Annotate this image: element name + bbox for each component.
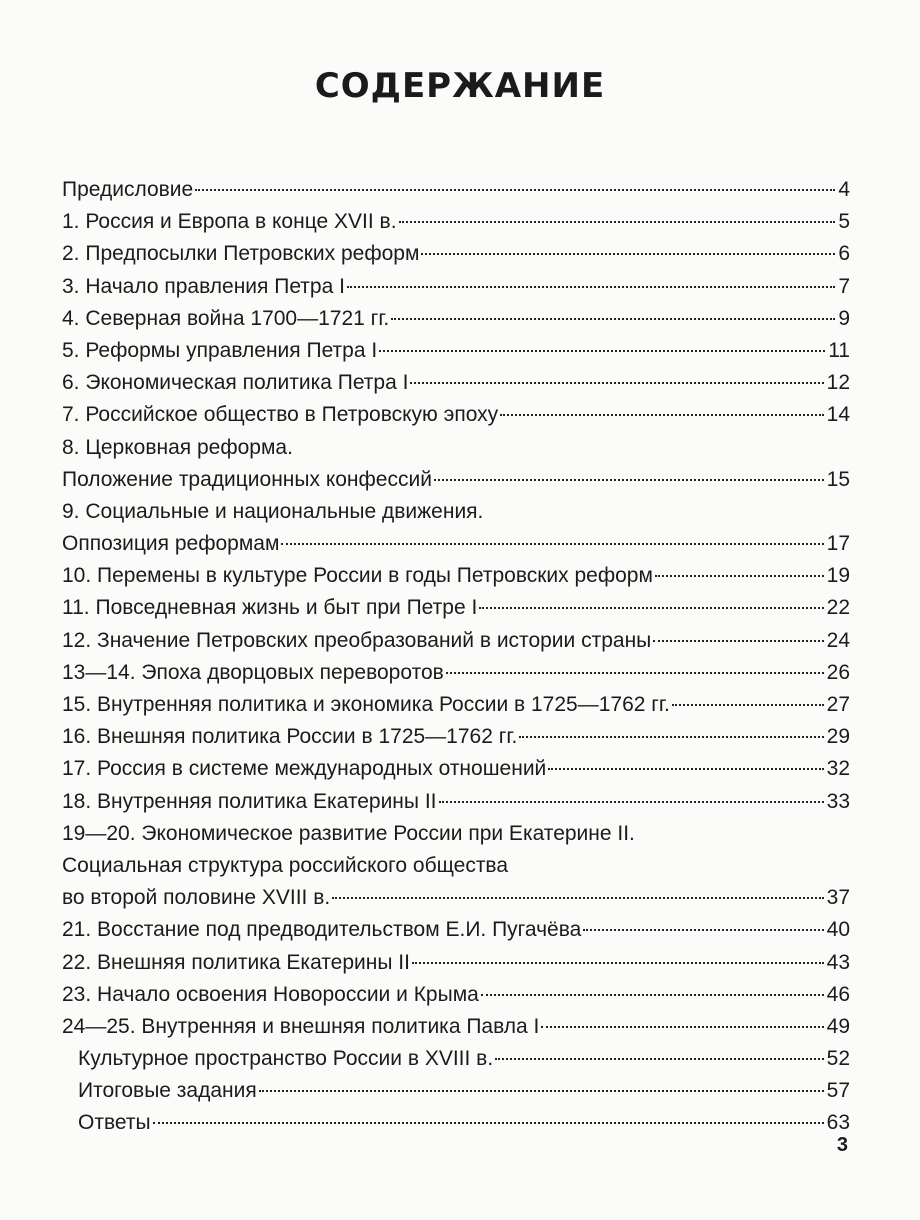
dot-leader bbox=[479, 607, 823, 609]
toc-entry-line bbox=[62, 689, 850, 721]
toc-entry-page-number: 14 bbox=[826, 403, 850, 427]
toc-entry-page-number: 29 bbox=[826, 725, 850, 749]
toc-entry-title: 15. Внутренняя политика и экономика России в 1725—1762 гг. bbox=[62, 693, 670, 716]
page-number: 3 bbox=[836, 1134, 848, 1156]
toc-entry-title: Социальная структура российского общества bbox=[62, 853, 509, 877]
toc-entry-title: 16. Внешняя политика России в 1725—1762 гг. bbox=[62, 725, 518, 749]
toc-entry-page-number: 52 bbox=[826, 1047, 850, 1071]
toc-entry-title: Оппозиция реформам bbox=[62, 532, 280, 556]
dot-leader bbox=[541, 1026, 823, 1028]
dot-leader bbox=[410, 382, 823, 384]
toc-entry-title: 4. Северная война 1700—1721 гг. bbox=[62, 306, 390, 330]
toc-entry-line bbox=[62, 174, 850, 206]
toc-entry-line bbox=[62, 979, 850, 1011]
toc-entry-line bbox=[62, 464, 850, 496]
toc-entry-line bbox=[62, 303, 850, 335]
dot-leader bbox=[434, 479, 824, 481]
toc-entry-page-number: 6 bbox=[838, 242, 850, 266]
toc-entry-line bbox=[62, 432, 850, 464]
toc-entry-page-number: 46 bbox=[826, 982, 850, 1006]
dot-leader bbox=[672, 704, 824, 706]
toc-entry-line bbox=[62, 625, 850, 657]
toc-entry-title: 1. Россия и Европа в конце XVII в. bbox=[62, 210, 397, 234]
dot-leader bbox=[391, 318, 835, 320]
toc-entry-line bbox=[62, 271, 850, 303]
toc-entry-title: Культурное пространство России в XVIII в. bbox=[78, 1047, 494, 1071]
toc-entry-title: 22. Внешняя политика Екатерины II bbox=[62, 950, 410, 974]
toc-entry-page-number: 22 bbox=[826, 596, 850, 620]
toc-entry-line bbox=[62, 238, 850, 270]
toc-entry-title: 11. Повседневная жизнь и быт при Петре I bbox=[62, 596, 478, 620]
toc-entry-title: Предисловие bbox=[62, 178, 194, 201]
toc-entry-line bbox=[62, 1043, 850, 1075]
toc-entry-page-number: 7 bbox=[838, 274, 850, 298]
toc-entry-line bbox=[62, 818, 850, 850]
toc-entry-line bbox=[62, 1107, 850, 1139]
toc-entry-line bbox=[62, 399, 850, 431]
toc-entry-line bbox=[62, 496, 850, 528]
toc-entry-title: 5. Реформы управления Петра I bbox=[62, 338, 378, 362]
toc-entry-page-number: 43 bbox=[826, 950, 850, 974]
toc-entry-title: 6. Экономическая политика Петра I bbox=[62, 371, 409, 395]
dot-leader bbox=[446, 672, 824, 674]
toc-entry-title: 18. Внутренняя политика Екатерины II bbox=[62, 789, 437, 813]
toc-entry-line bbox=[62, 657, 850, 689]
dot-leader bbox=[481, 994, 824, 996]
dot-leader bbox=[500, 414, 823, 416]
toc-entry-line bbox=[62, 1011, 850, 1043]
toc-entry-title: 13—14. Эпоха дворцовых переворотов bbox=[62, 660, 444, 684]
toc-entry-page-number: 37 bbox=[826, 886, 850, 910]
toc-entry-line bbox=[62, 850, 850, 882]
dot-leader bbox=[519, 736, 823, 738]
toc-entry-line bbox=[62, 1075, 850, 1107]
toc-entry-line bbox=[62, 335, 850, 367]
dot-leader bbox=[153, 1122, 824, 1124]
toc-entry-title: 19—20. Экономическое развитие России при Екатерине II. bbox=[62, 821, 635, 845]
toc-entry-line bbox=[62, 528, 850, 560]
dot-leader bbox=[583, 929, 823, 931]
toc-entry-page-number: 63 bbox=[826, 1111, 850, 1135]
toc-entry-page-number: 24 bbox=[826, 628, 850, 652]
toc-entry-title: во второй половине XVIII в. bbox=[62, 886, 331, 910]
toc-entry-page-number: 32 bbox=[826, 757, 850, 781]
dot-leader bbox=[421, 253, 835, 255]
toc-entry-page-number: 57 bbox=[826, 1079, 850, 1103]
toc-entry-title: 17. Россия в системе международных отношений bbox=[62, 757, 547, 781]
toc-entry-page-number: 5 bbox=[838, 210, 850, 234]
toc-entry-line bbox=[62, 786, 850, 818]
toc-entry-line bbox=[62, 914, 850, 946]
toc-entry-page-number: 40 bbox=[826, 918, 850, 942]
dot-leader bbox=[399, 221, 836, 223]
toc-entry-line bbox=[62, 592, 850, 624]
page-title: СОДЕРЖАНИЕ bbox=[314, 66, 606, 106]
toc-entry-line bbox=[62, 206, 850, 238]
dot-leader bbox=[347, 286, 835, 288]
toc-entry-title: Итоговые задания bbox=[78, 1079, 257, 1103]
dot-leader bbox=[412, 962, 824, 964]
toc-entry-page-number: 12 bbox=[826, 371, 850, 395]
toc-entry-title: 21. Восстание под предводительством Е.И. Пугачёва bbox=[62, 918, 582, 942]
dot-leader bbox=[332, 897, 823, 899]
toc-entry-line bbox=[62, 753, 850, 785]
toc-entry-page-number: 11 bbox=[828, 338, 850, 362]
toc-entry-line bbox=[62, 367, 850, 399]
toc-entry-page-number: 4 bbox=[838, 178, 850, 201]
dot-leader bbox=[379, 350, 825, 352]
toc-entry-line bbox=[62, 560, 850, 592]
dot-leader bbox=[195, 189, 835, 191]
toc-entry-title: 24—25. Внутренняя и внешняя политика Павла I bbox=[62, 1014, 540, 1038]
toc-entry-page-number: 17 bbox=[826, 532, 850, 556]
toc-entry-page-number: 9 bbox=[838, 306, 850, 330]
toc-entry-line bbox=[62, 947, 850, 979]
dot-leader bbox=[495, 1058, 823, 1060]
toc-entry-title: Положение традиционных конфессий bbox=[62, 467, 432, 491]
toc-entry-title: Ответы bbox=[78, 1111, 151, 1135]
toc-entry-title: 23. Начало освоения Новороссии и Крыма bbox=[62, 982, 479, 1006]
toc-entry-line bbox=[62, 721, 850, 753]
dot-leader bbox=[548, 768, 823, 770]
dot-leader bbox=[281, 543, 823, 545]
table-of-contents bbox=[62, 174, 850, 1140]
toc-entry-title: 12. Значение Петровских преобразований в истории страны bbox=[62, 628, 652, 652]
toc-entry-page-number: 27 bbox=[826, 693, 850, 716]
toc-entry-line bbox=[62, 882, 850, 914]
toc-entry-page-number: 19 bbox=[826, 564, 850, 588]
toc-entry-page-number: 26 bbox=[826, 660, 850, 684]
toc-entry-title: 7. Российское общество в Петровскую эпоху bbox=[62, 403, 499, 427]
toc-entry-page-number: 15 bbox=[826, 467, 850, 491]
dot-leader bbox=[259, 1090, 824, 1092]
toc-entry-title: 3. Начало правления Петра I bbox=[62, 274, 345, 298]
toc-entry-title: 10. Перемены в культуре России в годы Петровских реформ bbox=[62, 564, 653, 588]
toc-entry-page-number: 33 bbox=[826, 789, 850, 813]
toc-entry-title: 8. Церковная реформа. bbox=[62, 435, 293, 459]
dot-leader bbox=[653, 640, 823, 642]
dot-leader bbox=[439, 801, 824, 803]
dot-leader bbox=[655, 575, 824, 577]
toc-entry-page-number: 49 bbox=[826, 1014, 850, 1038]
toc-entry-title: 2. Предпосылки Петровских реформ bbox=[62, 242, 420, 266]
toc-entry-title: 9. Социальные и национальные движения. bbox=[62, 499, 484, 523]
